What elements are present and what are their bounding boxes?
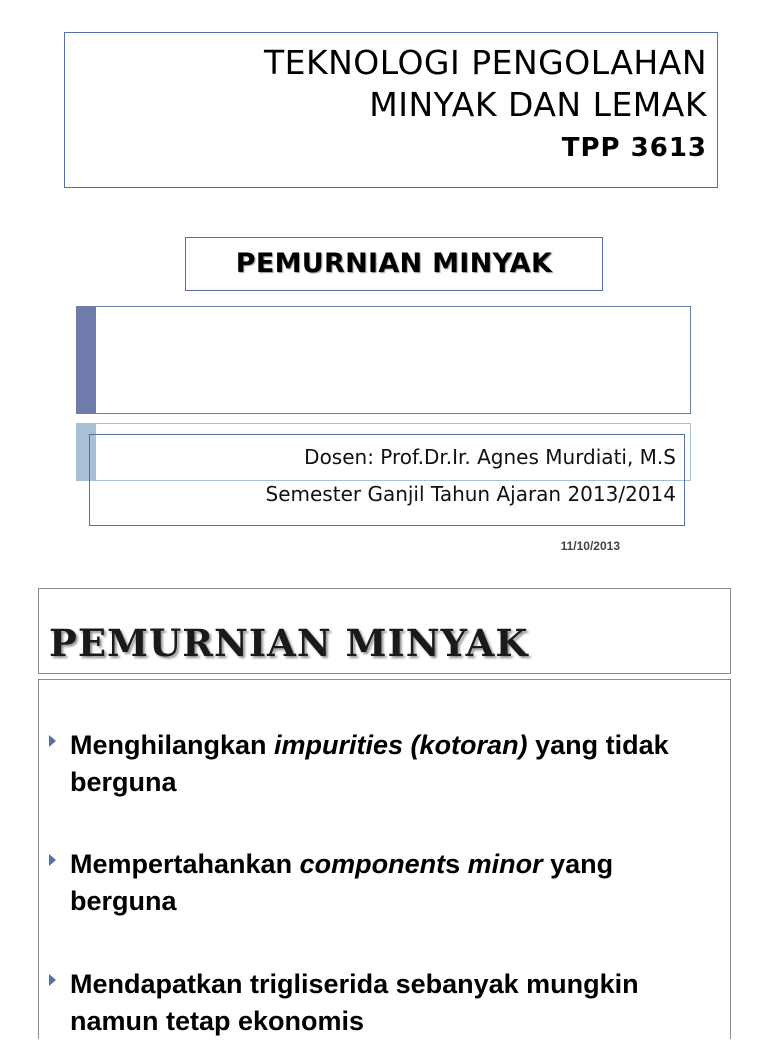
subtitle: PEMURNIAN MINYAK xyxy=(235,248,553,279)
bullet-text-part: yang berguna xyxy=(70,849,614,916)
slide2-header xyxy=(38,588,731,674)
bullet-text-italic: impurities (kotoran) xyxy=(274,730,528,760)
bullet-text-part: yang tidak berguna xyxy=(70,730,669,797)
bullet-text-part: Mendapatkan trigliserida sebanyak mungkin namun tetap ekonomis xyxy=(70,969,639,1036)
title-box xyxy=(64,32,718,188)
slide2-body xyxy=(38,679,731,1039)
empty-text-box xyxy=(95,306,691,414)
bullet-text xyxy=(70,846,720,920)
bullet-text xyxy=(70,966,720,1040)
title-line-1: TEKNOLOGI PENGOLAHAN xyxy=(263,43,707,82)
semester-info: Semester Ganjil Tahun Ajaran 2013/2014 xyxy=(265,482,676,506)
slide-date: 11/10/2013 xyxy=(560,539,620,553)
subtitle-box xyxy=(185,237,603,291)
bullet-arrow-icon xyxy=(49,974,56,986)
bullet-text-part: Mempertahankan xyxy=(70,849,300,879)
lecturer-info-box xyxy=(89,434,685,526)
bullet-text-part: s xyxy=(445,849,468,879)
bullet-text xyxy=(70,727,720,801)
title-line-2: MINYAK DAN LEMAK xyxy=(369,85,707,124)
lecturer-name: Dosen: Prof.Dr.Ir. Agnes Murdiati, M.S xyxy=(304,445,676,469)
slide2-title: PEMURNIAN MINYAK xyxy=(49,621,529,665)
bullet-arrow-icon xyxy=(49,854,56,866)
bullet-text-italic: minor xyxy=(467,849,543,879)
bullet-text-italic: component xyxy=(299,849,446,879)
course-code: TPP 3613 xyxy=(561,133,707,163)
bullet-text-part: Menghilangkan xyxy=(70,730,275,760)
bullet-arrow-icon xyxy=(49,735,56,747)
accent-band-dark xyxy=(76,306,96,414)
